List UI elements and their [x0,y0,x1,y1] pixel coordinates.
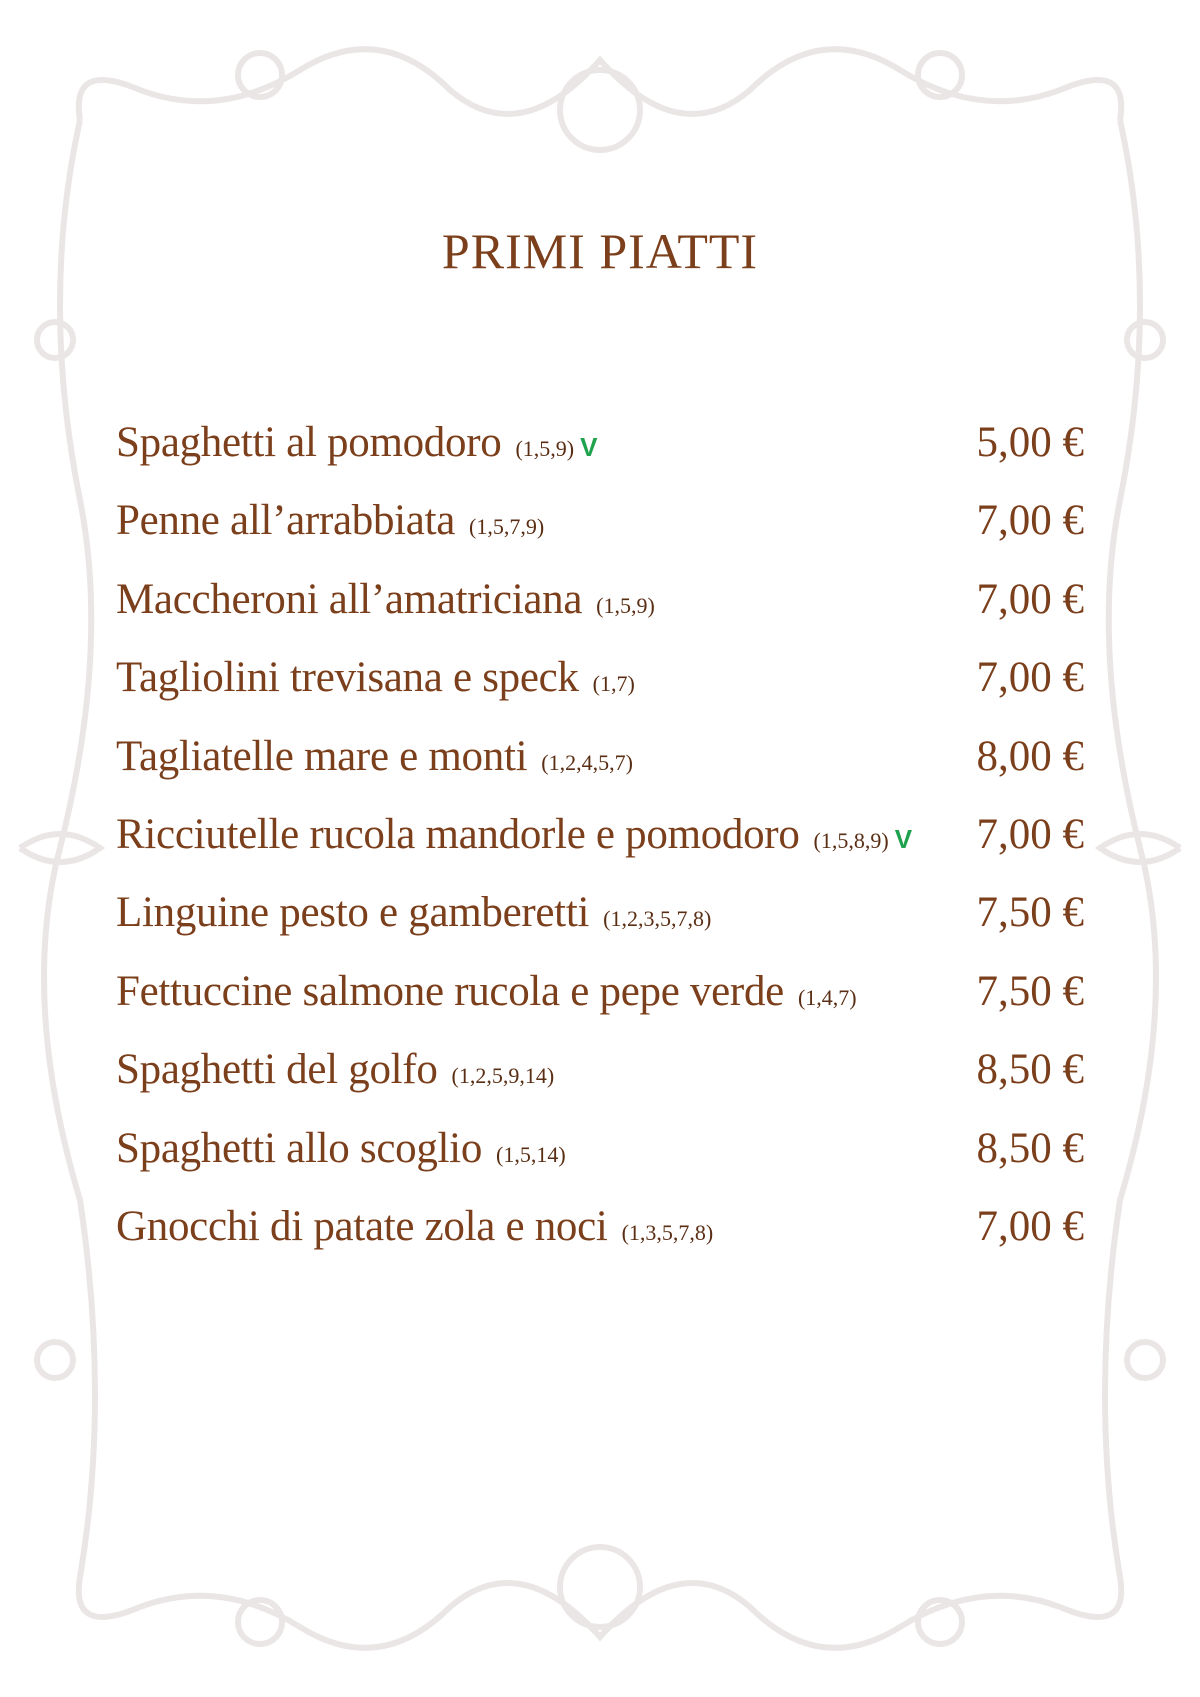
menu-item [116,888,1084,966]
dish-price: 7,00 € [976,1202,1084,1250]
allergen-codes: (1,7) [592,671,635,697]
dish-name: Tagliatelle mare e monti [116,732,528,780]
dish-price: 7,00 € [976,575,1084,623]
dish-price: 8,50 € [976,1124,1084,1172]
allergen-codes: (1,2,5,9,14) [451,1063,555,1089]
menu-item [116,732,1084,810]
page-title: PRIMI PIATTI [441,223,759,279]
menu-item [116,653,1084,731]
dish-name: Linguine pesto e gamberetti [116,889,590,937]
dish-name: Spaghetti allo scoglio [116,1124,483,1172]
menu-list [116,418,1084,1280]
dish-name: Tagliolini trevisana e speck [116,654,579,702]
dish-name: Ricciutelle rucola mandorle e pomodoro [116,810,800,858]
dish-price: 7,50 € [976,889,1084,937]
dish-price: 7,00 € [976,654,1084,702]
menu-item [116,1124,1084,1202]
allergen-codes: (1,5,7,9) [469,514,545,540]
allergen-codes: (1,5,9) [515,436,575,461]
allergen-codes: (1,5,14) [496,1141,566,1167]
dish-price: 7,00 € [976,497,1084,545]
allergen-codes: (1,3,5,7,8) [621,1219,714,1245]
dish-name: Maccheroni all’amatriciana [116,575,583,623]
dish-price: 7,50 € [976,967,1084,1015]
dish-name: Spaghetti al pomodoro [116,419,502,466]
allergen-codes: (1,2,3,5,7,8) [603,906,712,932]
dish-price: 7,00 € [976,810,1084,858]
menu-item [116,967,1084,1045]
menu-item [116,575,1084,653]
dish-name: Penne all’arrabbiata [116,497,456,545]
allergen-codes: (1,2,4,5,7) [541,749,633,775]
dish-name: Gnocchi di patate zola e noci [116,1202,608,1250]
menu-item [116,496,1084,574]
menu-item [116,1202,1084,1280]
dish-name: Spaghetti del golfo [116,1046,438,1094]
allergen-codes: (1,5,9) [596,592,655,618]
allergen-codes: (1,4,7) [797,984,857,1010]
vegetarian-badge: V [580,432,598,462]
allergen-codes: (1,5,8,9) [813,827,889,853]
dish-price: 5,00 € [976,419,1084,466]
dish-price: 8,50 € [976,1046,1084,1094]
menu-item [116,1045,1084,1123]
dish-name: Fettuccine salmone rucola e pepe verde [116,967,784,1015]
dish-price: 8,00 € [976,732,1084,780]
menu-item [116,418,1084,496]
vegetarian-badge: V [894,823,913,854]
menu-item [116,810,1084,888]
